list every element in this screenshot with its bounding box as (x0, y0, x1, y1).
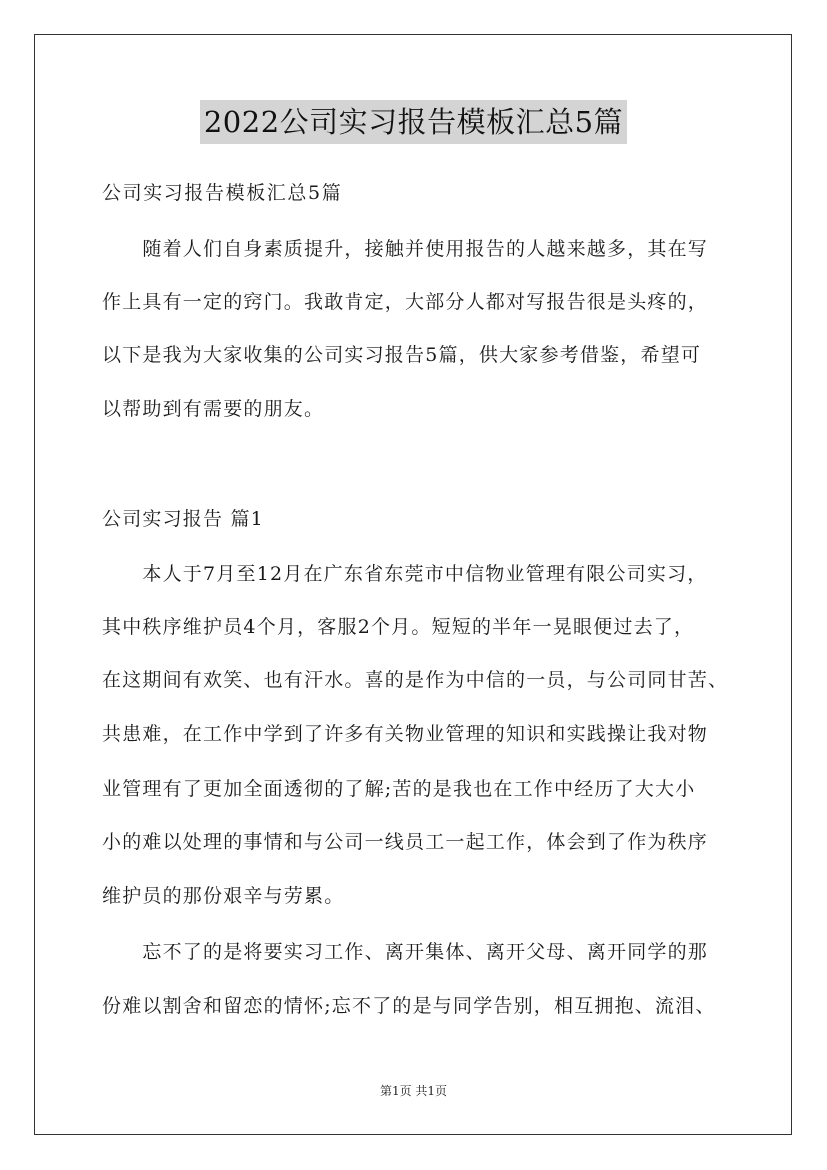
intro-line: 以帮助到有需要的朋友。 (102, 398, 325, 420)
section-heading: 公司实习报告 篇1 (102, 508, 264, 530)
body-line: 在这期间有欢笑、也有汗水。喜的是作为中信的一员，与公司同甘苦、 (102, 669, 729, 691)
document-subtitle: 公司实习报告模板汇总5篇 (102, 182, 343, 204)
title-container (0, 100, 827, 144)
document-title: 2022公司实习报告模板汇总5篇 (200, 100, 627, 144)
body-line: 份难以割舍和留恋的情怀;忘不了的是与同学告别，相互拥抱、流泪、 (102, 995, 716, 1017)
body-line: 小的难以处理的事情和与公司一线员工一起工作，体会到了作为秩序 (102, 831, 709, 853)
body-line: 忘不了的是将要实习工作、离开集体、离开父母、离开同学的那 (102, 941, 709, 963)
intro-line: 以下是我为大家收集的公司实习报告5篇，供大家参考借鉴，希望可 (102, 344, 702, 366)
body-line: 业管理有了更加全面透彻的了解;苦的是我也在工作中经历了大大小 (102, 778, 696, 800)
intro-line: 随着人们自身素质提升，接触并使用报告的人越来越多，其在写 (102, 238, 709, 260)
page-footer: 第1页 共1页 (379, 1084, 448, 1098)
body-line: 其中秩序维护员4个月，客服2个月。短短的半年一晃眼便过去了， (102, 616, 695, 638)
body-line: 本人于7月至12月在广东省东莞市中信物业管理有限公司实习， (102, 563, 708, 585)
body-line: 共患难，在工作中学到了许多有关物业管理的知识和实践操让我对物 (102, 723, 709, 745)
body-line: 维护员的那份艰辛与劳累。 (102, 885, 345, 907)
intro-line: 作上具有一定的窍门。我敢肯定，大部分人都对写报告很是头疼的， (102, 291, 709, 313)
